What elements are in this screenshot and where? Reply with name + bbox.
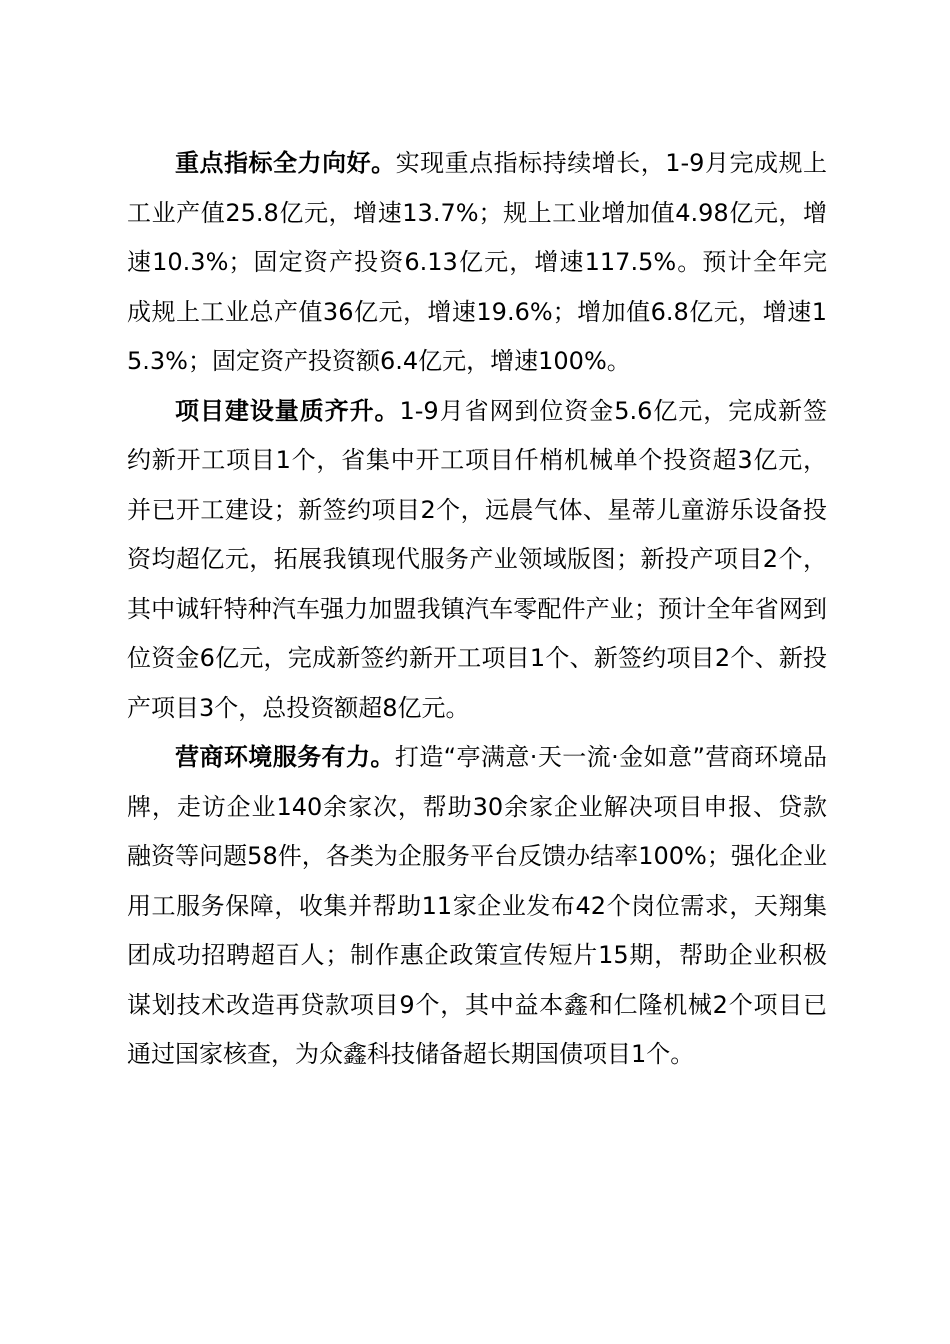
paragraph-text: 1-9月省网到位资金5.6亿元，完成新签约新开工项目1个，省集中开工项目仟梢机械单个投资超3亿元，并已开工建设；新签约项目2个，远晨气体、星蒂儿童游乐设备投资均超亿元，拓展我镇现代服务产业领域版图；新投产项目2个，其中诚轩特种汽车强力加盟我镇汽车零配件产业；预计全年省网到位资金6亿元，完成新签约新开工项目1个、新签约项目2个、新投产项目3个，总投资额超8亿元。 [127, 396, 827, 722]
paragraph-business-environment [127, 733, 827, 1080]
paragraph-key-indicators [127, 139, 827, 387]
paragraph-text: 打造“亭满意·天一流·金如意”营商环境品牌，走访企业140余家次，帮助30余家企业解决项目申报、贷款融资等问题58件，各类为企服务平台反馈办结率100%；强化企业用工服务保障，收集并帮助11家企业发布42个岗位需求，天翔集团成功招聘超百人；制作惠企政策宣传短片15期，帮助企业积极谋划技术改造再贷款项目9个，其中益本鑫和仁隆机械2个项目已通过国家核查，为众鑫科技储备超长期国债项目1个。 [127, 743, 828, 1068]
paragraph-text: 实现重点指标持续增长，1-9月完成规上工业产值25.8亿元，增速13.7%；规上工业增加值4.98亿元，增速10.3%；固定资产投资6.13亿元，增速117.5%。预计全年完成规上工业总产值36亿元，增速19.6%；增加值6.8亿元，增速15.3%；固定资产投资额6.4亿元，增速100%。 [127, 149, 827, 375]
paragraph-heading: 营商环境服务有力。 [175, 743, 395, 771]
document-body [127, 139, 827, 1080]
paragraph-heading: 重点指标全力向好。 [175, 149, 396, 177]
paragraph-heading: 项目建设量质齐升。 [175, 396, 400, 425]
paragraph-project-construction [127, 387, 827, 734]
